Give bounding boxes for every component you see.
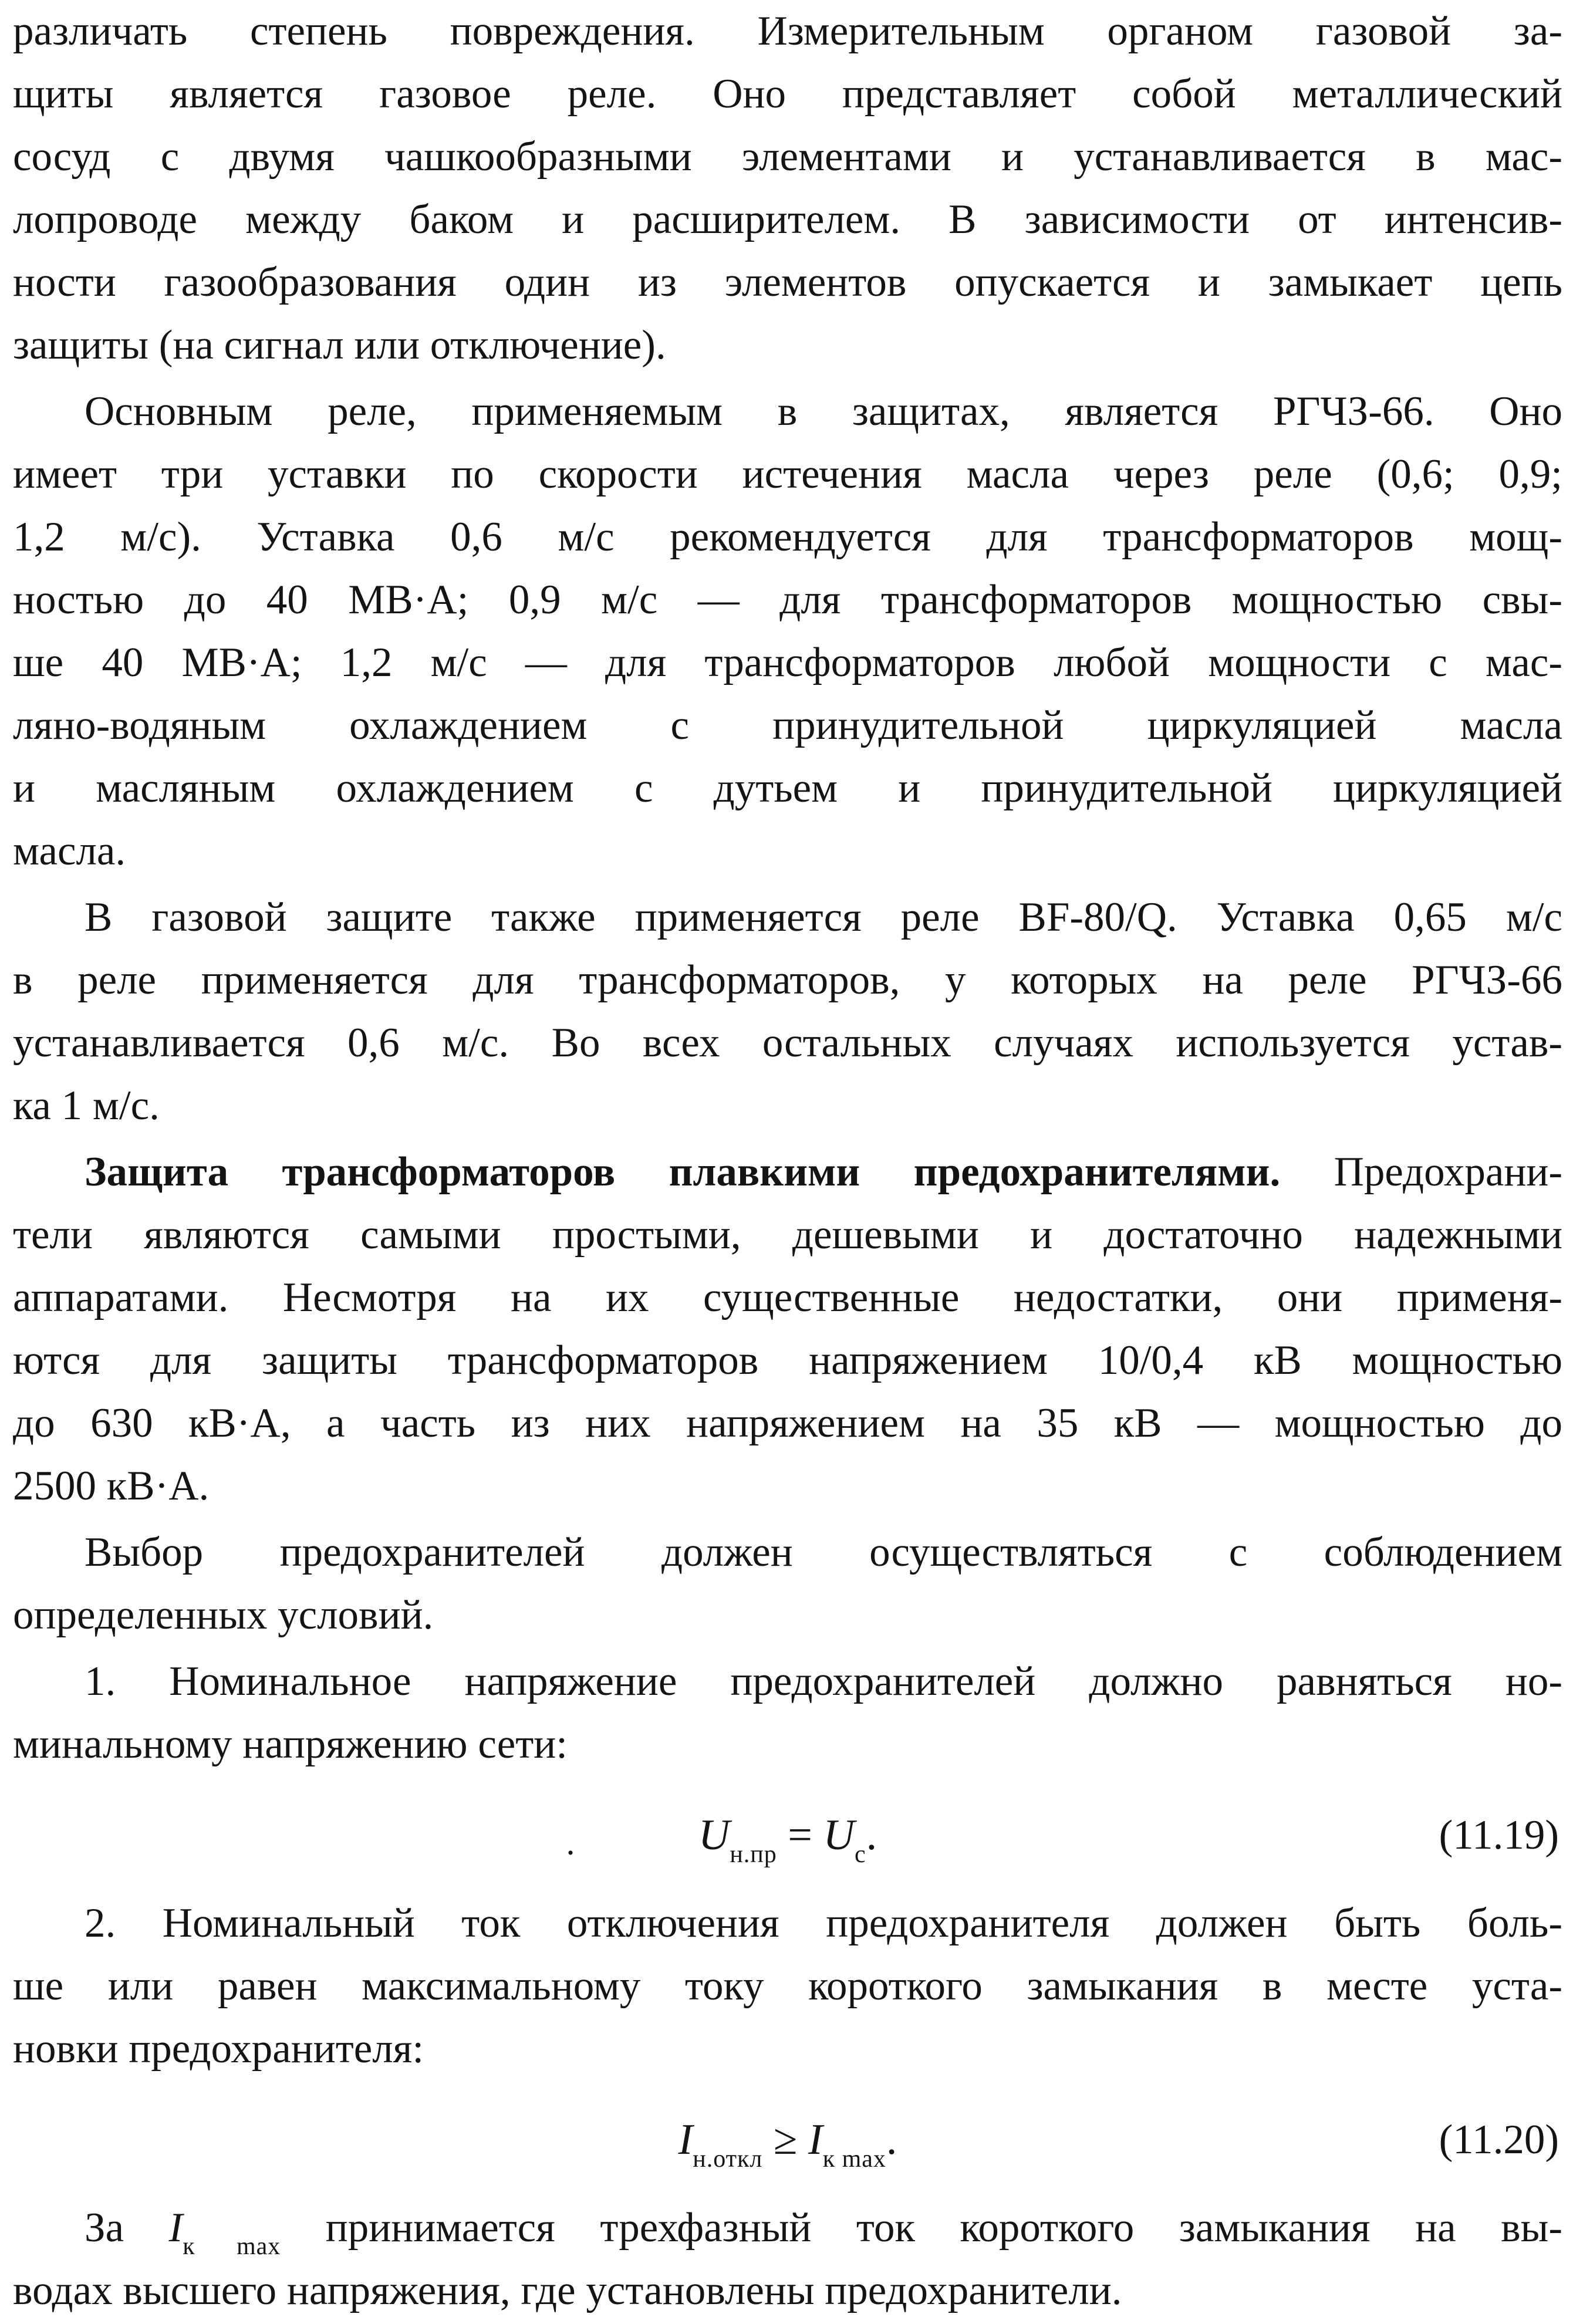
equation-number: (11.20) — [1439, 2117, 1559, 2163]
text-line: определенных условий. — [13, 1592, 434, 1638]
text-line: ности газообразования один из элементов опускается и замыкает цепь — [13, 259, 1562, 305]
list-item-2: 2. Номинальный ток отключения предохранителя должен быть боль- — [85, 1900, 1562, 1946]
text-line: ляно-водяным охлаждением с принудительной циркуляцией масла — [13, 702, 1562, 748]
eq-period: . — [866, 1811, 877, 1859]
equation-expression — [13, 2109, 1562, 2191]
text-line: минальному напряжению сети: — [13, 1721, 568, 1767]
text-line: новки предохранителя: — [13, 2026, 424, 2072]
equation-11-20 — [13, 2092, 1562, 2186]
paragraph-start: Основным реле, применяемым в защитах, является РГЧЗ-66. Оно — [85, 389, 1562, 434]
eq-subscript: н.откл — [693, 2146, 763, 2173]
text-line: ше 40 МВ·А; 1,2 м/с — для трансформаторов любой мощности с мас- — [13, 640, 1562, 685]
paragraph-start: Выбор предохранителей должен осуществляться с соблюдением — [85, 1529, 1562, 1575]
stray-mark: · — [565, 1833, 576, 1872]
text-line: и масляным охлаждением с дутьем и принудительной циркуляцией — [13, 765, 1562, 811]
eq-operator: = — [777, 1811, 823, 1859]
eq-subscript: с — [854, 1841, 866, 1868]
inline-subscript: к max — [183, 2233, 281, 2260]
text-line: тели являются самыми простыми, дешевыми и достаточно надежными — [13, 1212, 1562, 1258]
eq-variable: I — [678, 2116, 693, 2164]
text-fragment: принимается трехфазный ток короткого замыкания на вы- — [281, 2205, 1562, 2251]
section-heading: Защита трансформаторов плавкими предохранителями. — [85, 1149, 1281, 1195]
text-line: водах высшего напряжения, где установлены предохранители. — [13, 2268, 1122, 2313]
eq-variable: U — [698, 1811, 730, 1859]
equation-11-19 — [13, 1788, 1562, 1882]
inline-variable: I — [168, 2205, 183, 2251]
text-line: до 630 кВ·А, а часть из них напряжением на 35 кВ — мощностью до — [13, 1400, 1562, 1446]
eq-period: . — [886, 2116, 897, 2164]
text-line: ностью до 40 МВ·А; 0,9 м/с — для трансформаторов мощностью свы- — [13, 577, 1562, 623]
eq-variable: U — [823, 1811, 855, 1859]
text-line: аппаратами. Несмотря на их существенные недостатки, они применя- — [13, 1275, 1562, 1320]
equation-expression — [13, 1804, 1562, 1886]
eq-subscript: н.пр — [730, 1841, 777, 1868]
text-line: устанавливается 0,6 м/с. Во всех остальных случаях используется устав- — [13, 1020, 1562, 1066]
text-line: имеет три уставки по скорости истечения масла через реле (0,6; 0,9; — [13, 451, 1562, 497]
text-line: защиты (на сигнал или отключение). — [13, 322, 666, 368]
eq-operator: ≥ — [762, 2116, 809, 2164]
text-line: в реле применяется для трансформаторов, у которых на реле РГЧЗ-66 — [13, 957, 1562, 1003]
document-page — [13, 0, 1562, 2322]
paragraph-start — [13, 2197, 1562, 2259]
text-line: различать степень повреждения. Измерительным органом газовой за- — [13, 8, 1562, 54]
text-line: сосуд с двумя чашкообразными элементами и устанавливается в мас- — [13, 134, 1562, 180]
text-line: ка 1 м/с. — [13, 1083, 160, 1129]
section-heading-line — [13, 1141, 1562, 1204]
text-line: щиты является газовое реле. Оно представляет собой металлический — [13, 71, 1562, 117]
equation-number: (11.19) — [1439, 1812, 1559, 1858]
paragraph-start: В газовой защите также применяется реле BF-80/Q. Уставка 0,65 м/с — [85, 894, 1562, 940]
text-line: лопроводе между баком и расширителем. В зависимости от интенсив- — [13, 197, 1562, 242]
eq-variable: I — [808, 2116, 823, 2164]
text-line: ются для защиты трансформаторов напряжением 10/0,4 кВ мощностью — [13, 1337, 1562, 1383]
text-line: масла. — [13, 828, 126, 874]
text-fragment: За — [85, 2205, 169, 2251]
text-line: ше или равен максимальному току короткого замыкания в месте уста- — [13, 1963, 1562, 2009]
text-line: 2500 кВ·А. — [13, 1463, 210, 1509]
eq-subscript: к max — [822, 2146, 886, 2173]
text-fragment: Предохрани- — [1280, 1149, 1563, 1195]
list-item-1: 1. Номинальное напряжение предохранителей должно равняться но- — [85, 1658, 1562, 1704]
text-line: 1,2 м/с). Уставка 0,6 м/с рекомендуется для трансформаторов мощ- — [13, 514, 1562, 560]
